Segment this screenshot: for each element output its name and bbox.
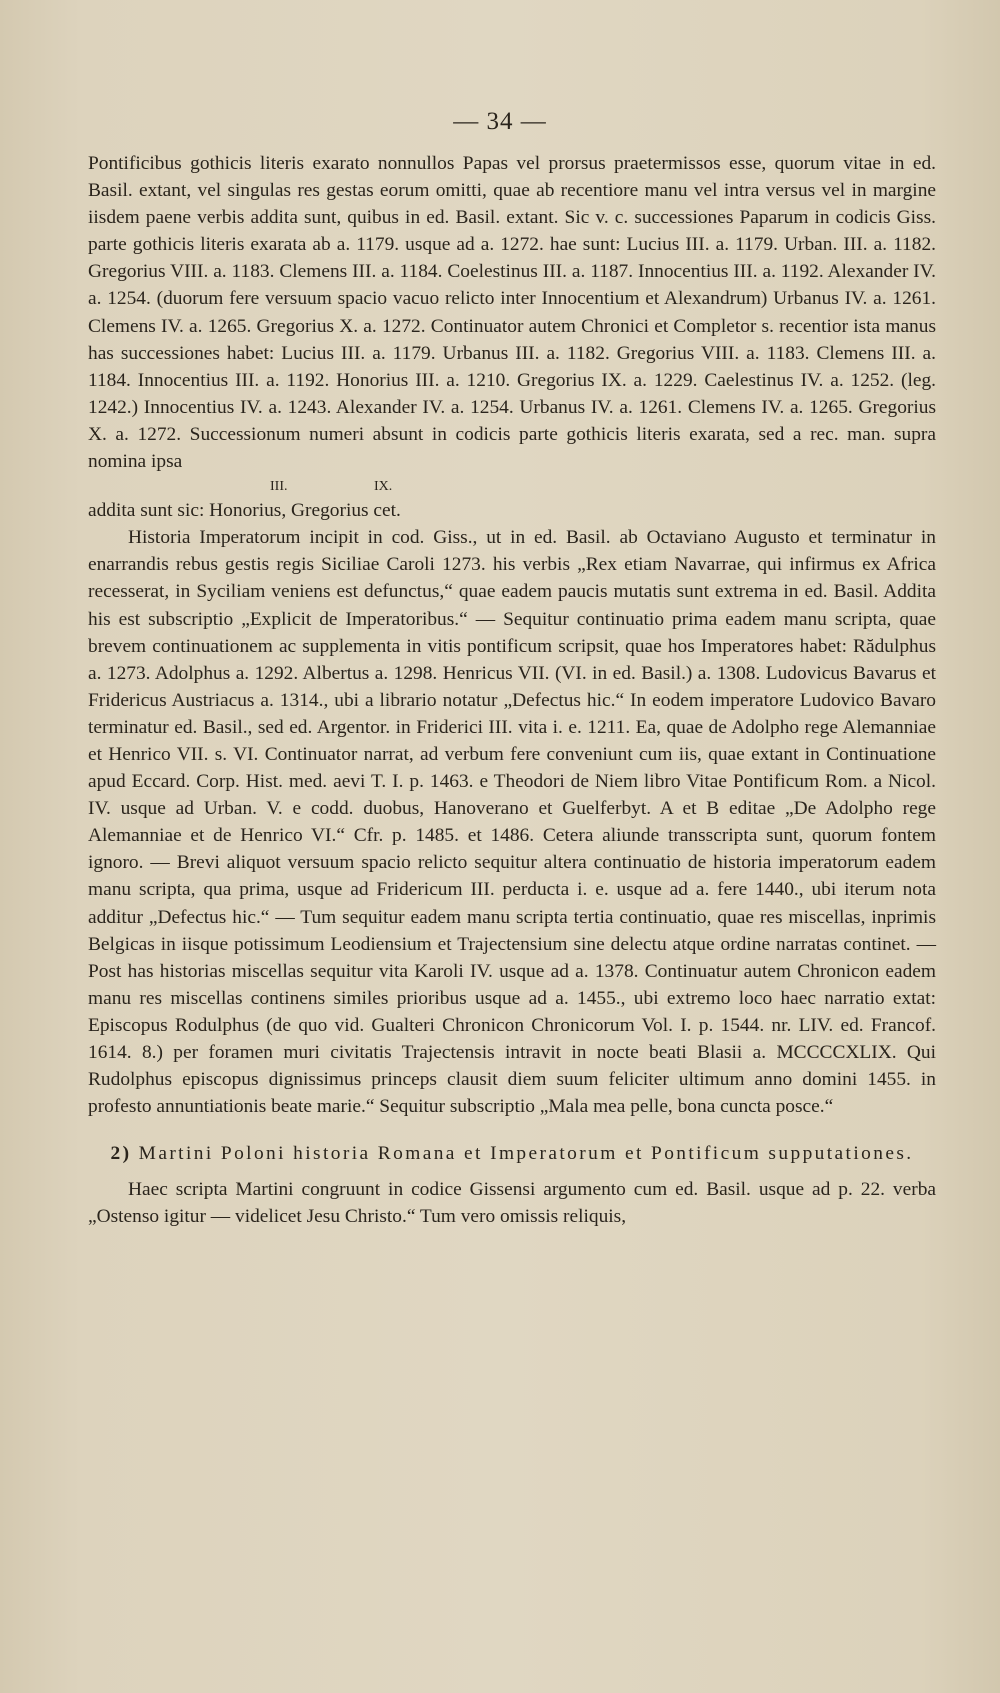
numeral-honorius: III.	[270, 479, 288, 495]
numeral-gregorius: IX.	[374, 479, 393, 495]
paragraph-2: Historia Imperatorum incipit in cod. Giss., ut in ed. Basil. ab Octaviano Augusto et terminatur in enarrandis rebus gestis regis Siciliae Caroli 1273. his verbis „Rex etiam Navarrae, qui infirmus ex Africa recesserat, in Syciliam veniens est defunctus,“ quae eadem paucis mutatis sunt extrema in ed. Basil. Addita his est subscriptio „Explicit de Imperatoribus.“ — Sequitur continuatio prima eadem manu scripta, quae brevem continuationem ac supplementa in vitis pontificum scripsit, quae hos Imperatores habet: Rădulphus a. 1273. Adolphus a. 1292. Albertus a. 1298. Henricus VII. (VI. in ed. Basil.) a. 1308. Ludovicus Bavarus et Fridericus Austriacus a. 1314., ubi a librario notatur „Defectus hic.“ In eodem imperatore Ludovico Bavaro terminatur ed. Basil., sed ed. Argentor. in Friderici III. vita i. e. 1211. Ea, quae de Adolpho rege Alemanniae et Henrico VII. s. VI. Continuator narrat, ad verbum fere conveniunt cum iis, quae extant in Continuatione apud Eccard. Corp. Hist. med. aevi T. I. p. 1463. e Theodori de Niem libro Vitae Pontificum Rom. a Nicol. IV. usque ad Urban. V. e codd. duobus, Hanoverano et Guelferbyt. A et B editae „De Adolpho rege Alemanniae et de Henrico VI.“ Cfr. p. 1485. et 1486. Cetera aliunde transscripta sunt, quorum fontem ignoro. — Brevi aliquot versuum spacio relicto sequitur altera continuatio de historia imperatorum eadem manu scripta, qua prima, usque ad Fridericum III. perducta i. e. usque ad a. fere 1440., ubi iterum nota additur „Defectus hic.“ — Tum sequitur eadem manu scripta tertia continuatio, quae res miscellas, inprimis Belgicas in iisque potissimum Leodiensium et Trajectensium sine delectu atque ordine narratas continet. — Post has historias miscellas sequitur vita Karoli IV. usque ad a. 1378. Continuatur autem Chronicon eadem manu res miscellas continens similes prioribus usque ad a. 1455., ubi extremo loco haec narratio extat: Episcopus Rodulphus (de quo vid. Gualteri Chronicon Chronicorum Vol. I. p. 1544. nr. LIV. ed. Francof. 1614. 8.) per foramen muri civitatis Trajectensis intravit in nocte beati Blasii a. MCCCCXLIX. Qui Rudolphus episcopus dignissimus princeps clausit diem suum feliciter ultimum anno domini 1455. in profesto annuntiationis beate marie.“ Sequitur subscriptio „Mala mea pelle, bona cuncta posce.“	[88, 527, 936, 1118]
paragraph-3: Haec scripta Martini congruunt in codice Gissensi argumento cum ed. Basil. usque ad p. 22. verba „Ostenso igitur — videlicet Jesu Christo.“ Tum vero omissis reliquis,	[88, 1179, 936, 1228]
paragraph-1-end: addita sunt sic: Honorius, Gregorius cet.	[88, 500, 401, 522]
section-title: Martini Poloni historia Romana et Imperatorum et Pontificum supputationes.	[138, 1143, 914, 1165]
section-heading	[88, 1140, 936, 1168]
page-number: — 34 —	[453, 108, 547, 135]
interlinear-numerals	[88, 475, 936, 497]
paragraph-1: Pontificibus gothicis literis exarato nonnullos Papas vel prorsus praetermissos esse, quorum vitae in ed. Basil. extant, vel singulas res gestas eorum omitti, quae ab recentiore manu vel intra versus vel in margine iisdem paene verbis addita sunt, quibus in ed. Basil. extant. Sic v. c. successiones Paparum in codicis Giss. parte gothicis literis exarata ab a. 1179. usque ad a. 1272. hae sunt: Lucius III. a. 1179. Urban. III. a. 1182. Gregorius VIII. a. 1183. Clemens III. a. 1184. Coelestinus III. a. 1187. Innocentius III. a. 1192. Alexander IV. a. 1254. (duorum fere versuum spacio vacuo relicto inter Innocentium et Alexandrum) Urbanus IV. a. 1261. Clemens IV. a. 1265. Gregorius X. a. 1272. Continuator autem Chronici et Completor s. recentior ista manus has successiones habet: Lucius III. a. 1179. Urbanus III. a. 1182. Gregorius VIII. a. 1183. Clemens III. a. 1184. Innocentius III. a. 1192. Honorius III. a. 1210. Gregorius IX. a. 1229. Caelestinus IV. a. 1252. (leg. 1242.) Innocentius IV. a. 1243. Alexander IV. a. 1254. Urbanus IV. a. 1261. Clemens IV. a. 1265. Gregorius X. a. 1272. Successionum numeri absunt in codicis parte gothicis literis exarata, sed a rec. man. supra nomina ipsa	[88, 153, 936, 473]
body-text	[88, 150, 936, 1230]
section-number: 2)	[110, 1143, 132, 1165]
